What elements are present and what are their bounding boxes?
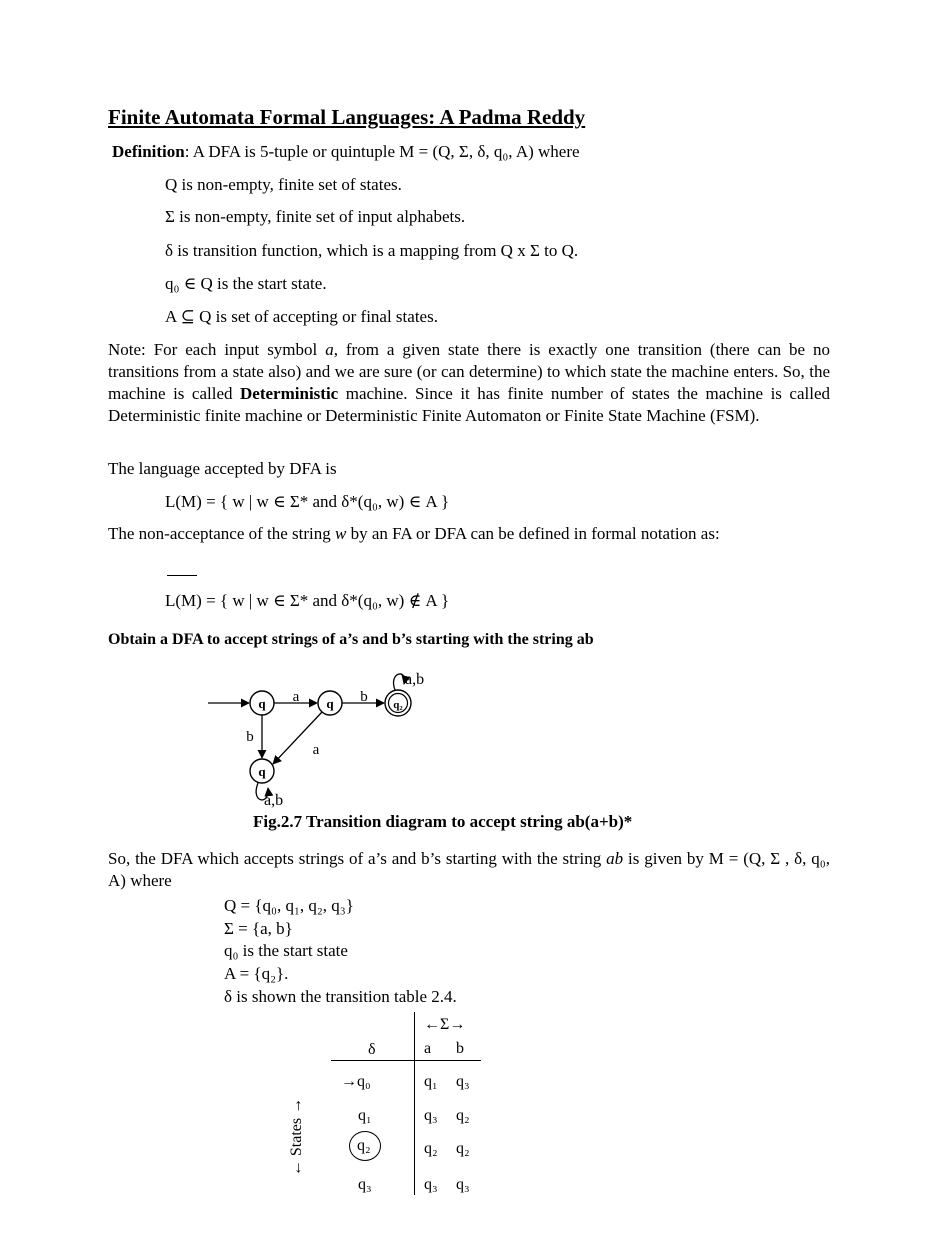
note-text: Note: For each input symbol bbox=[108, 340, 326, 359]
language-intro: The language accepted by DFA is bbox=[108, 459, 337, 478]
definition-label: Definition bbox=[112, 142, 185, 161]
table-vertical-rule bbox=[414, 1012, 415, 1195]
table-state: q₁ bbox=[358, 1107, 372, 1124]
table-cell: q₃ bbox=[424, 1107, 438, 1124]
solution-paragraph bbox=[108, 848, 830, 892]
delta-header: δ bbox=[368, 1041, 376, 1058]
state-q1-label: q bbox=[326, 696, 334, 711]
language-formula: L(M) = { w | w ∈ Σ* and δ*(q₀, w) ∈ A } bbox=[165, 492, 450, 511]
definition-text: : A DFA is 5-tuple or quintuple M = (Q, Σ, δ, q₀, A) where bbox=[184, 142, 580, 161]
table-horizontal-rule bbox=[331, 1060, 481, 1061]
loop-label-q2: a,b bbox=[405, 671, 425, 688]
table-state: q₂ bbox=[357, 1137, 371, 1154]
state-q0-label: q bbox=[258, 696, 266, 711]
problem-heading: Obtain a DFA to accept strings of a’s and b’s starting with the string ab bbox=[108, 631, 594, 648]
nonaccept-text: The non-acceptance of the string bbox=[108, 524, 336, 543]
edge-label-q1-q2: b bbox=[360, 689, 368, 705]
edge-label-q0-q3: b bbox=[246, 729, 254, 745]
solution-line: Σ = {a, b} bbox=[224, 919, 293, 938]
loop-label-q3: a,b bbox=[264, 792, 284, 809]
nonaccept-text: by an FA or DFA can be defined in formal notation as: bbox=[346, 524, 720, 543]
solution-text: is given by M = (Q, Σ , δ, q₀, A) where bbox=[108, 849, 830, 890]
table-cell: q₃ bbox=[456, 1176, 470, 1193]
solution-line: δ is shown the transition table 2.4. bbox=[224, 987, 457, 1006]
definition-item: Q is non-empty, finite set of states. bbox=[165, 175, 402, 194]
table-cell: q₃ bbox=[424, 1176, 438, 1193]
states-axis-label: ← States → bbox=[288, 1097, 305, 1177]
edge-label-q1-q3: a bbox=[312, 742, 320, 758]
table-state: q₃ bbox=[358, 1176, 372, 1193]
state-q3-label: q bbox=[258, 764, 266, 779]
table-state: →q₀ bbox=[341, 1073, 371, 1090]
table-cell: q₂ bbox=[456, 1140, 470, 1157]
table-cell: q₃ bbox=[456, 1073, 470, 1090]
note-text: machine. Since it has finite number of states the machine is called Deterministic finite machine or Deterministic Finite Automaton or Finite State Machine (FSM). bbox=[108, 384, 830, 425]
note-text: , from a given state there is exactly one transition (there can be no transitions from a state also) and we are sure (or can determine) to which state the machine enters. So, the machine is called bbox=[108, 340, 830, 403]
table-cell: q₂ bbox=[424, 1140, 438, 1157]
solution-line: Q = {q₀, q₁, q₂, q₃} bbox=[224, 896, 354, 915]
solution-line: q₀ is the start state bbox=[224, 941, 348, 960]
state-q2-label: q₂ bbox=[393, 699, 403, 711]
table-cell: q₂ bbox=[456, 1107, 470, 1124]
sigma-header: ←Σ→ bbox=[424, 1016, 466, 1033]
loop-q2 bbox=[394, 674, 405, 690]
note-symbol: a bbox=[325, 340, 334, 359]
complement-formula: L(M) = { w | w ∈ Σ* and δ*(q₀, w) ∉ A } bbox=[165, 591, 450, 610]
solution-text: So, the DFA which accepts strings of a’s and b’s starting with the string bbox=[108, 849, 607, 868]
definition-item: δ is transition function, which is a mapping from Q x Σ to Q. bbox=[165, 241, 579, 260]
solution-ab: ab bbox=[606, 849, 624, 868]
edge-label-q0-q1: a bbox=[292, 689, 300, 705]
definition-item: A ⊆ Q is set of accepting or final states. bbox=[165, 307, 438, 326]
definition-item: Σ is non-empty, finite set of input alphabets. bbox=[165, 207, 466, 226]
figure-caption: Fig.2.7 Transition diagram to accept string ab(a+b)* bbox=[253, 812, 633, 831]
note-bold: Deterministic bbox=[240, 384, 339, 403]
table-cell: q₁ bbox=[424, 1073, 438, 1090]
col-b-header: b bbox=[456, 1040, 464, 1057]
solution-line: A = {q₂}. bbox=[224, 964, 289, 983]
definition-item: q₀ ∈ Q is the start state. bbox=[165, 274, 327, 293]
nonaccept-w: w bbox=[335, 524, 347, 543]
page-title: Finite Automata Formal Languages: A Padma Reddy bbox=[108, 105, 586, 129]
col-a-header: a bbox=[424, 1040, 432, 1057]
